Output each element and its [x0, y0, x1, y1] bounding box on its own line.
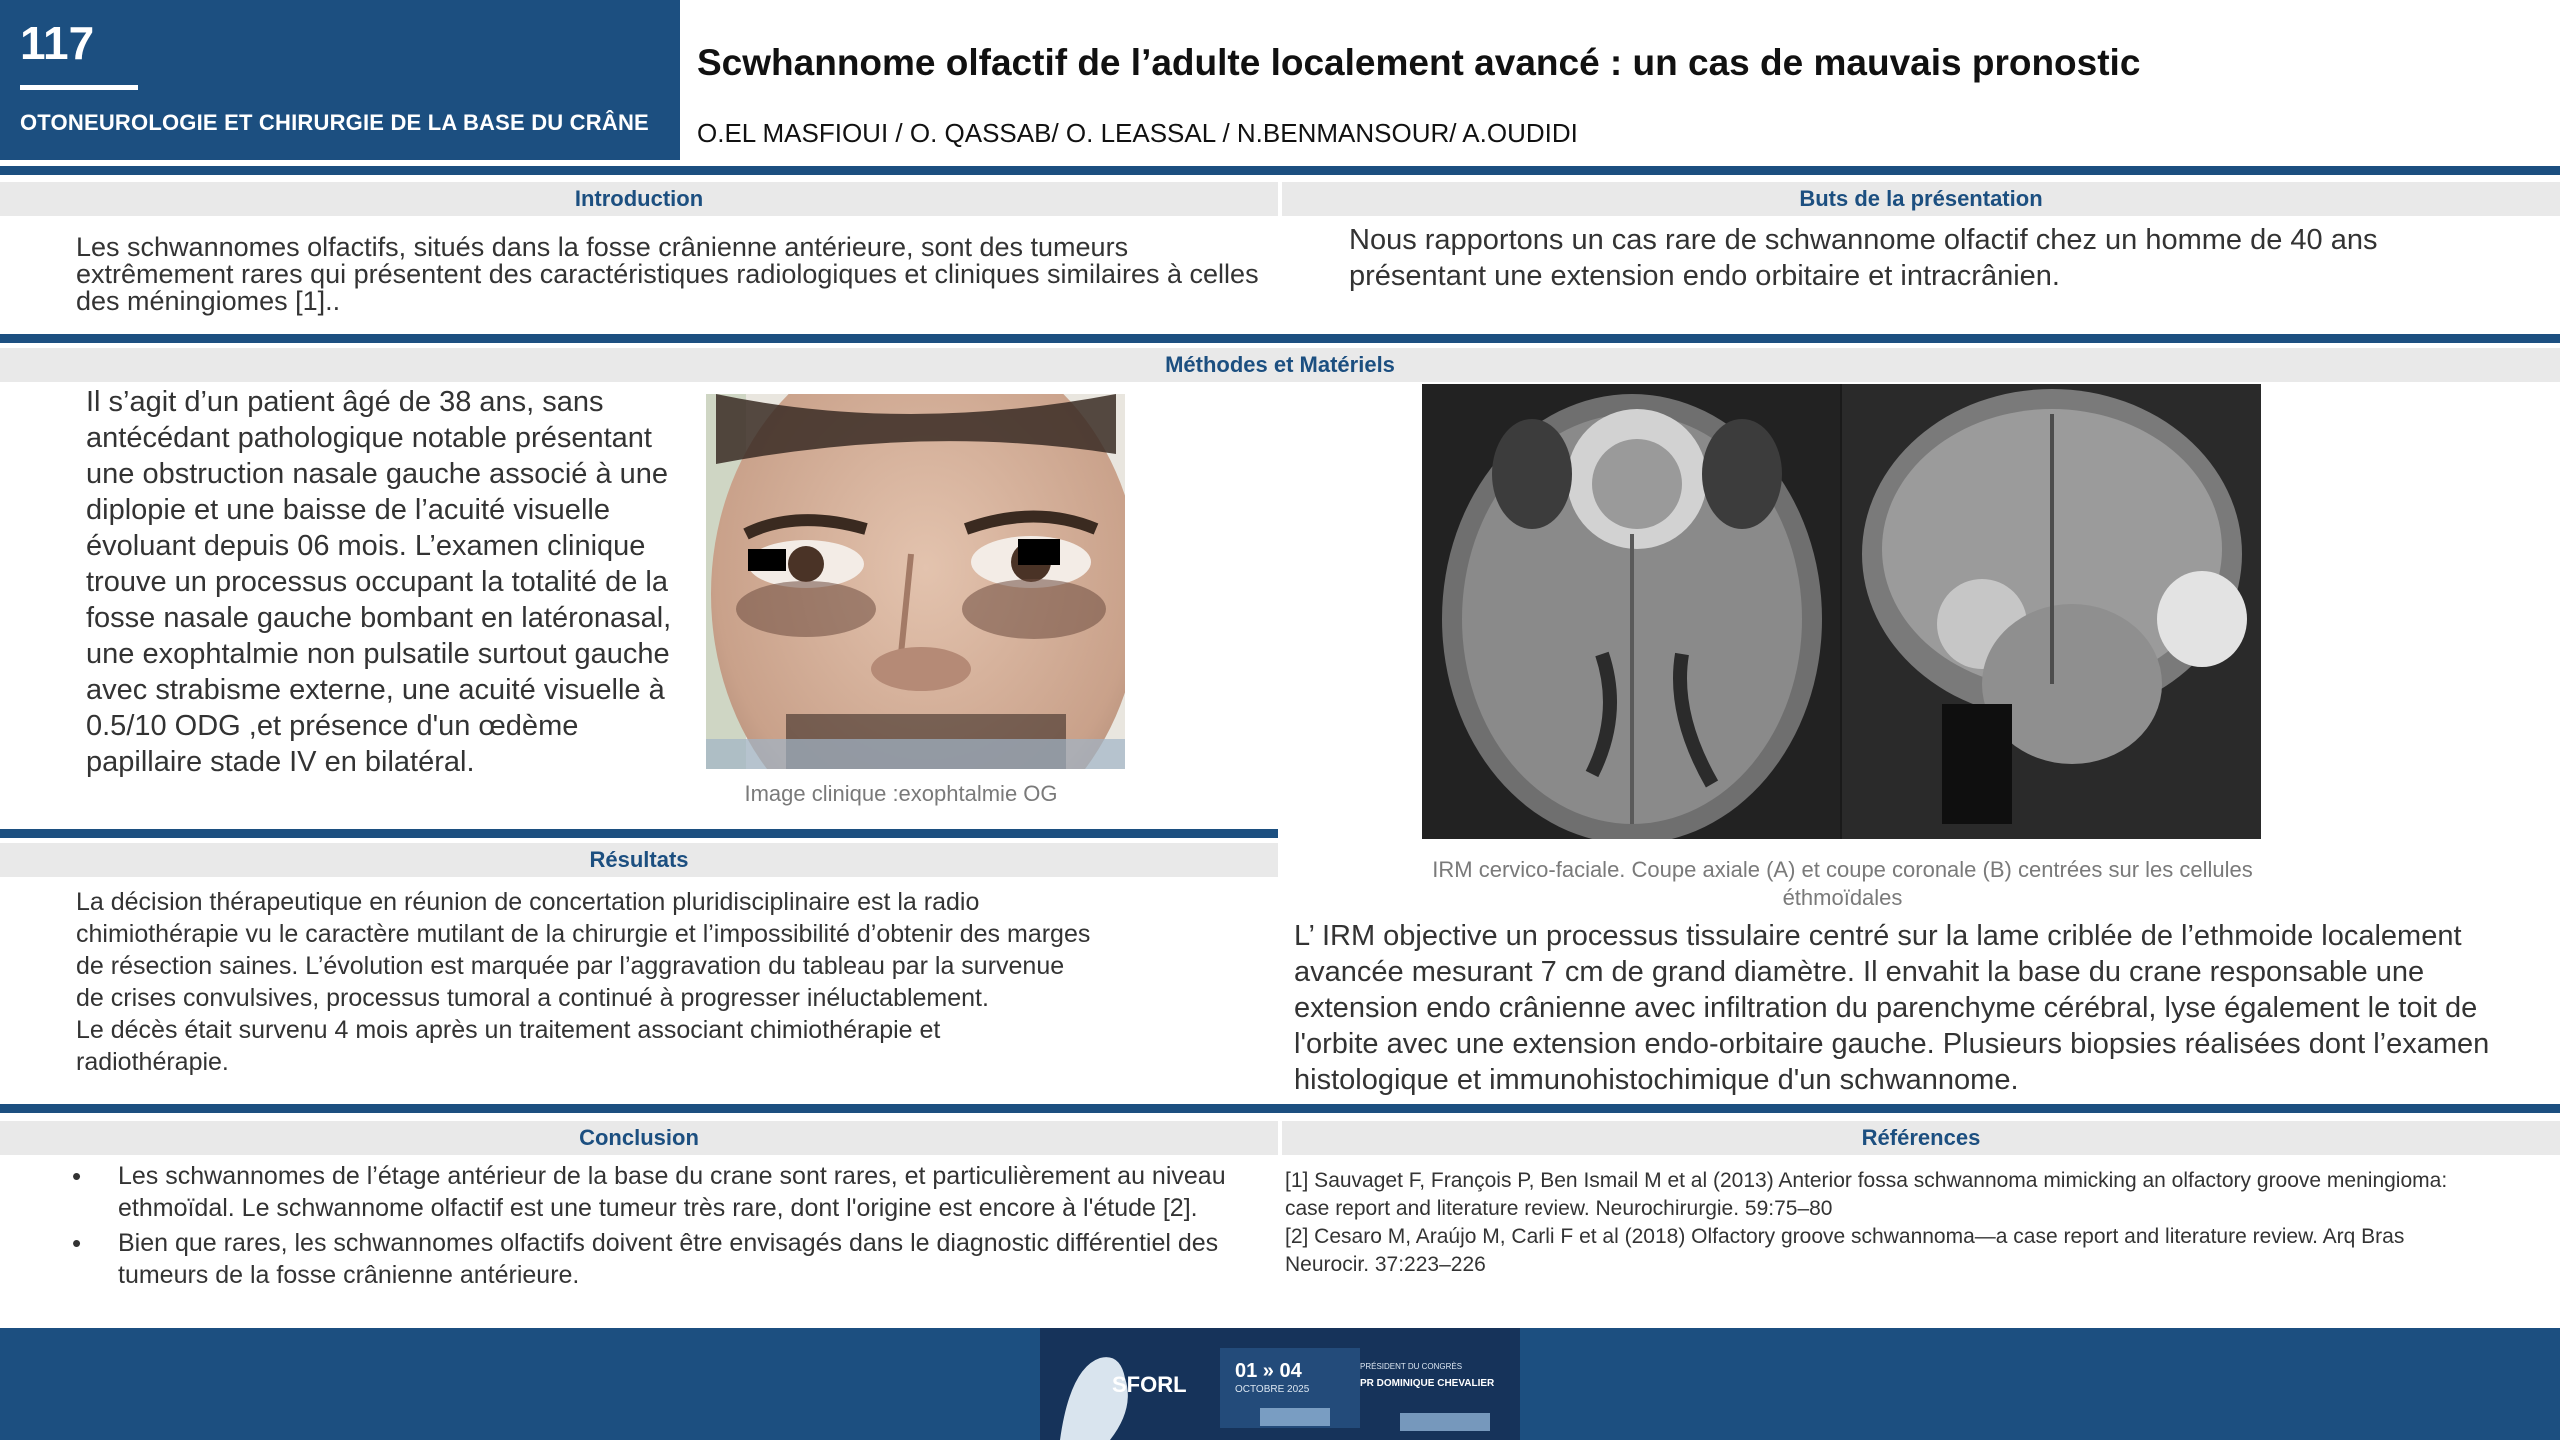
bullet-icon: • — [72, 1228, 82, 1258]
divider-methods — [0, 334, 2560, 343]
mri-axial-image — [1422, 384, 1840, 839]
poster-title: Scwhannome olfactif de l’adulte localement avancé : un cas de mauvais pronostic — [697, 42, 2141, 83]
results-text — [76, 886, 1096, 1078]
face-illustration — [706, 394, 1125, 769]
mri-figure — [1422, 384, 2261, 839]
congress-banner — [1040, 1328, 1520, 1440]
methods-heading: Méthodes et Matériels — [0, 348, 2560, 382]
clinical-photo — [706, 394, 1125, 769]
conclusion-item-text: Bien que rares, les schwannomes olfactifs doivent être envisagés dans le diagnostic différentiel des tumeurs de la fosse crânienne antérieure. — [118, 1229, 1219, 1289]
header-panel — [0, 0, 680, 160]
bullet-icon: • — [72, 1161, 82, 1191]
photo-caption: Image clinique :exophtalmie OG — [744, 781, 1058, 806]
president-name: PR DOMINIQUE CHEVALIER — [1360, 1378, 1495, 1389]
reference-item: [2] Cesaro M, Araújo M, Carli F et al (2018) Olfactory groove schwannoma—a case report and literature review. Arq Bras Neurocir. 37:223–226 — [1285, 1225, 2405, 1276]
divider-conclusion — [0, 1104, 2560, 1113]
conclusion-body — [52, 1160, 1232, 1294]
mri-text: L’ IRM objective un processus tissulaire centré sur la lame criblée de l’ethmoide localement avancée mesurant 7 cm de grand diamètre. Il envahit la base du crane responsable une extension endo crânienne avec infiltration du parenchyme cérébral, lyse également le toit de l'orbite avec une extension endo-orbitaire gauche. Plusieurs biopsies réalisées dont l’examen histologique et immunohistochimique d'un schwannome. — [1294, 920, 2490, 1096]
mri-caption — [1420, 856, 2265, 912]
results-paragraph-2: Le décès était survenu 4 mois après un traitement associant chimiothérapie et radiothérapie. — [76, 1016, 941, 1076]
aims-text: Nous rapportons un cas rare de schwannome olfactif chez un homme de 40 ans présentant une extension endo orbitaire et intracrânien. — [1349, 224, 2378, 292]
conclusion-heading: Conclusion — [0, 1121, 1278, 1155]
results-heading: Résultats — [0, 843, 1278, 877]
aims-heading: Buts de la présentation — [1282, 182, 2560, 216]
poster-number: 117 — [20, 17, 95, 69]
references-list — [1285, 1167, 2465, 1279]
congress-month: OCTOBRE 2025 — [1235, 1384, 1310, 1395]
divider-top — [0, 166, 2560, 175]
mri-coronal-image — [1842, 384, 2261, 839]
divider-results — [0, 829, 1278, 838]
references-heading: Références — [1282, 1121, 2560, 1155]
conclusion-list — [52, 1160, 1232, 1291]
mri-caption-line1: IRM cervico-faciale. Coupe axiale (A) et coupe coronale (B) centrées sur les cellules — [1432, 857, 2253, 882]
introduction-text: Les schwannomes olfactifs, situés dans la fosse crânienne antérieure, sont des tumeurs extrêmement rares qui présentent des caractéristiques radiologiques et cliniques similaires à celles des méningiomes [1].. — [76, 232, 1259, 316]
mri-caption-line2: éthmoïdales — [1782, 885, 1903, 910]
number-underline — [20, 85, 138, 90]
methods-text: Il s’agit d’un patient âgé de 38 ans, sans antécédant pathologique notable présentant une obstruction nasale gauche associé à une diplopie et une baisse de l’acuité visuelle évoluant depuis 06 mois. L’examen clinique trouve un processus occupant la totalité de la fosse nasale gauche bombant en latéronasal, une exophtalmie non pulsatile surtout gauche avec strabisme externe, une acuité visuelle à 0.5/10 ODG ,et présence d'un œdème papillaire stade IV en bilatéral. — [86, 386, 672, 778]
results-paragraph-1: La décision thérapeutique en réunion de concertation pluridisciplinaire est la radio chimiothérapie vu le caractère mutilant de la chirurgie et l’impossibilité d’obtenir des marges de résection saines. L’évolution est marquée par l’aggravation du tableau par la survenue de crises convulsives, processus tumoral a continué à progresser inéluctablement. — [76, 888, 1091, 1012]
category-label: OTONEUROLOGIE ET CHIRURGIE DE LA BASE DU CRÂNE — [20, 110, 649, 135]
mri-illustration — [1422, 384, 2261, 839]
congress-brand: SFORL — [1112, 1372, 1187, 1397]
conclusion-item — [52, 1160, 1232, 1224]
president-label: PRÉSIDENT DU CONGRÈS — [1360, 1362, 1463, 1371]
conclusion-item-text: Les schwannomes de l’étage antérieur de la base du crane sont rares, et particulièrement au niveau ethmoïdal. Le schwannome olfactif est une tumeur très rare, dont l'origine est encore à l'étude [2]. — [118, 1162, 1226, 1222]
conclusion-item — [52, 1227, 1232, 1291]
introduction-heading: Introduction — [0, 182, 1278, 216]
reference-item: [1] Sauvaget F, François P, Ben Ismail M et al (2013) Anterior fossa schwannoma mimicking an olfactory groove meningioma: case report and literature review. Neurochirurgie. 59:75–80 — [1285, 1169, 2448, 1220]
congress-dates: 01 » 04 — [1235, 1360, 1302, 1382]
authors: O.EL MASFIOUI / O. QASSAB/ O. LEASSAL / N.BENMANSOUR/ A.OUDIDI — [697, 118, 1578, 148]
